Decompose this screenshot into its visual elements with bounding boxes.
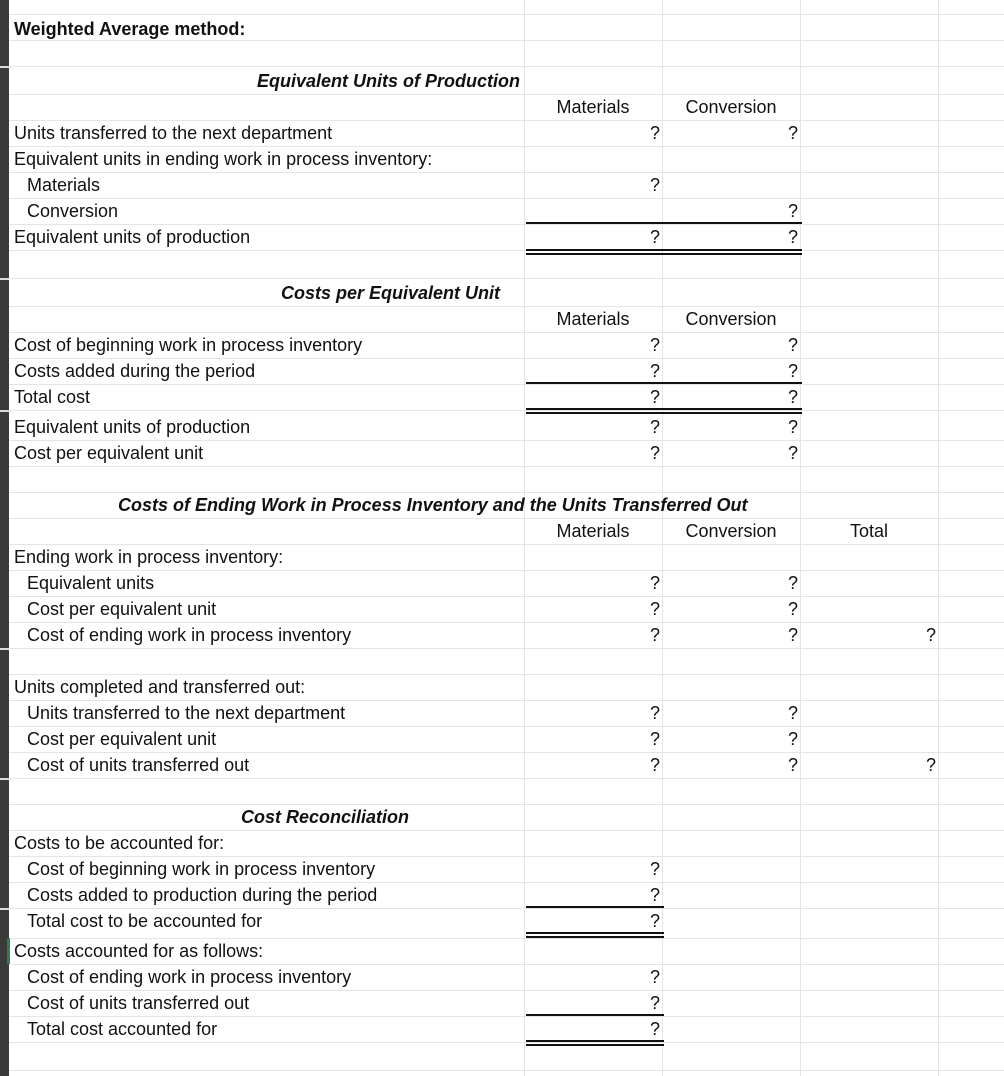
row-divider bbox=[9, 278, 1004, 279]
recon-total-value[interactable]: ? bbox=[649, 911, 660, 931]
row-divider bbox=[9, 570, 1004, 571]
transferred-cost-total[interactable]: ? bbox=[925, 755, 936, 775]
row-divider bbox=[9, 198, 1004, 199]
row-header-gap bbox=[0, 66, 9, 68]
transferred-units-materials[interactable]: ? bbox=[649, 703, 660, 723]
transferred-units-conversion[interactable]: ? bbox=[787, 703, 798, 723]
row-header-edge bbox=[0, 0, 9, 1076]
recon-beginning-label[interactable]: Cost of beginning work in process inventory bbox=[27, 859, 376, 879]
ending-heading[interactable]: Costs of Ending Work in Process Inventory and the Units Transferred Out bbox=[118, 495, 748, 515]
transferred-cpu-conversion[interactable]: ? bbox=[787, 729, 798, 749]
transferred-cpu-materials[interactable]: ? bbox=[649, 729, 660, 749]
eup-transferred-label[interactable]: Units transferred to the next department bbox=[14, 123, 333, 143]
row-header-gap bbox=[0, 778, 9, 780]
eup-conversion-label[interactable]: Conversion bbox=[27, 201, 119, 221]
transferred-header[interactable]: Units completed and transferred out: bbox=[14, 677, 306, 697]
row-header-gap bbox=[0, 278, 9, 280]
transferred-cost-conversion[interactable]: ? bbox=[787, 755, 798, 775]
row-divider bbox=[9, 306, 1004, 307]
selected-cell-marker bbox=[7, 938, 10, 964]
eup-heading[interactable]: Equivalent Units of Production bbox=[257, 71, 521, 91]
row-divider bbox=[9, 466, 1004, 467]
double-underline-bottom bbox=[526, 1044, 664, 1046]
column-divider bbox=[524, 0, 525, 1076]
eup-transferred-materials[interactable]: ? bbox=[649, 123, 660, 143]
transferred-cost-label[interactable]: Cost of units transferred out bbox=[27, 755, 250, 775]
recon-to-account-header[interactable]: Costs to be accounted for: bbox=[14, 833, 225, 853]
row-divider bbox=[9, 804, 1004, 805]
transferred-cost-materials[interactable]: ? bbox=[649, 755, 660, 775]
double-underline-bottom bbox=[526, 253, 802, 255]
ewip-cost-materials[interactable]: ? bbox=[649, 625, 660, 645]
ewip-eu-materials[interactable]: ? bbox=[649, 573, 660, 593]
eup-conversion-value[interactable]: ? bbox=[787, 201, 798, 221]
row-divider bbox=[9, 410, 1004, 411]
cpeu-beginning-label[interactable]: Cost of beginning work in process inventory bbox=[14, 335, 363, 355]
ending-col-conversion[interactable]: Conversion bbox=[685, 521, 777, 541]
column-divider bbox=[800, 0, 801, 1076]
recon-beginning-value[interactable]: ? bbox=[649, 859, 660, 879]
eup-total-label[interactable]: Equivalent units of production bbox=[14, 227, 251, 247]
row-divider bbox=[9, 1042, 1004, 1043]
cpeu-cpu-label[interactable]: Cost per equivalent unit bbox=[14, 443, 204, 463]
cpeu-total-label[interactable]: Total cost bbox=[14, 387, 91, 407]
cpeu-beginning-conversion[interactable]: ? bbox=[787, 335, 798, 355]
eup-transferred-conversion[interactable]: ? bbox=[787, 123, 798, 143]
row-divider bbox=[9, 384, 1004, 385]
transferred-units-label[interactable]: Units transferred to the next department bbox=[27, 703, 346, 723]
recon-ending-label[interactable]: Cost of ending work in process inventory bbox=[27, 967, 352, 987]
cpeu-eup-label[interactable]: Equivalent units of production bbox=[14, 417, 251, 437]
ending-col-materials[interactable]: Materials bbox=[556, 521, 630, 541]
cpeu-cpu-materials[interactable]: ? bbox=[649, 443, 660, 463]
eup-total-materials[interactable]: ? bbox=[649, 227, 660, 247]
row-header-gap bbox=[0, 908, 9, 910]
recon-added-label[interactable]: Costs added to production during the period bbox=[27, 885, 378, 905]
recon-ending-value[interactable]: ? bbox=[649, 967, 660, 987]
sheet-title[interactable]: Weighted Average method: bbox=[14, 19, 246, 39]
cpeu-beginning-materials[interactable]: ? bbox=[649, 335, 660, 355]
column-divider bbox=[938, 0, 939, 1076]
cpeu-eup-materials[interactable]: ? bbox=[649, 417, 660, 437]
recon-accounted-header[interactable]: Costs accounted for as follows: bbox=[14, 941, 264, 961]
eup-col-conversion[interactable]: Conversion bbox=[685, 97, 777, 117]
cpeu-eup-conversion[interactable]: ? bbox=[787, 417, 798, 437]
cpeu-added-label[interactable]: Costs added during the period bbox=[14, 361, 256, 381]
ewip-eu-label[interactable]: Equivalent units bbox=[27, 573, 155, 593]
ewip-cpu-label[interactable]: Cost per equivalent unit bbox=[27, 599, 217, 619]
row-divider bbox=[9, 172, 1004, 173]
eup-ending-header[interactable]: Equivalent units in ending work in process inventory: bbox=[14, 149, 433, 169]
row-divider bbox=[9, 66, 1004, 67]
ewip-cost-conversion[interactable]: ? bbox=[787, 625, 798, 645]
cpeu-total-conversion[interactable]: ? bbox=[787, 387, 798, 407]
recon-heading[interactable]: Cost Reconciliation bbox=[241, 807, 410, 827]
row-header-gap bbox=[0, 410, 9, 412]
cpeu-cpu-conversion[interactable]: ? bbox=[787, 443, 798, 463]
double-underline-bottom bbox=[526, 936, 664, 938]
row-header-gap bbox=[0, 648, 9, 650]
row-divider bbox=[9, 94, 1004, 95]
column-divider bbox=[662, 0, 663, 1076]
ewip-cost-label[interactable]: Cost of ending work in process inventory bbox=[27, 625, 352, 645]
recon-total2-value[interactable]: ? bbox=[649, 1019, 660, 1039]
recon-added-value[interactable]: ? bbox=[649, 885, 660, 905]
cpeu-heading[interactable]: Costs per Equivalent Unit bbox=[281, 283, 501, 303]
ewip-cpu-conversion[interactable]: ? bbox=[787, 599, 798, 619]
ending-col-total[interactable]: Total bbox=[849, 521, 889, 541]
cpeu-col-materials[interactable]: Materials bbox=[556, 309, 630, 329]
ewip-header[interactable]: Ending work in process inventory: bbox=[14, 547, 284, 567]
row-divider bbox=[9, 648, 1004, 649]
cpeu-col-conversion[interactable]: Conversion bbox=[685, 309, 777, 329]
eup-col-materials[interactable]: Materials bbox=[556, 97, 630, 117]
row-divider bbox=[9, 1070, 1004, 1071]
transferred-cpu-label[interactable]: Cost per equivalent unit bbox=[27, 729, 217, 749]
eup-materials-value[interactable]: ? bbox=[649, 175, 660, 195]
ewip-cost-total[interactable]: ? bbox=[925, 625, 936, 645]
row-divider bbox=[9, 250, 1004, 251]
recon-total2-label[interactable]: Total cost accounted for bbox=[27, 1019, 218, 1039]
recon-total-label[interactable]: Total cost to be accounted for bbox=[27, 911, 263, 931]
eup-total-conversion[interactable]: ? bbox=[787, 227, 798, 247]
cpeu-added-conversion[interactable]: ? bbox=[787, 361, 798, 381]
recon-transferred-value[interactable]: ? bbox=[649, 993, 660, 1013]
recon-transferred-label[interactable]: Cost of units transferred out bbox=[27, 993, 250, 1013]
cpeu-added-materials[interactable]: ? bbox=[649, 361, 660, 381]
ewip-cpu-materials[interactable]: ? bbox=[649, 599, 660, 619]
ewip-eu-conversion[interactable]: ? bbox=[787, 573, 798, 593]
eup-materials-label[interactable]: Materials bbox=[27, 175, 101, 195]
row-divider bbox=[9, 778, 1004, 779]
cpeu-total-materials[interactable]: ? bbox=[649, 387, 660, 407]
row-divider bbox=[9, 14, 1004, 15]
